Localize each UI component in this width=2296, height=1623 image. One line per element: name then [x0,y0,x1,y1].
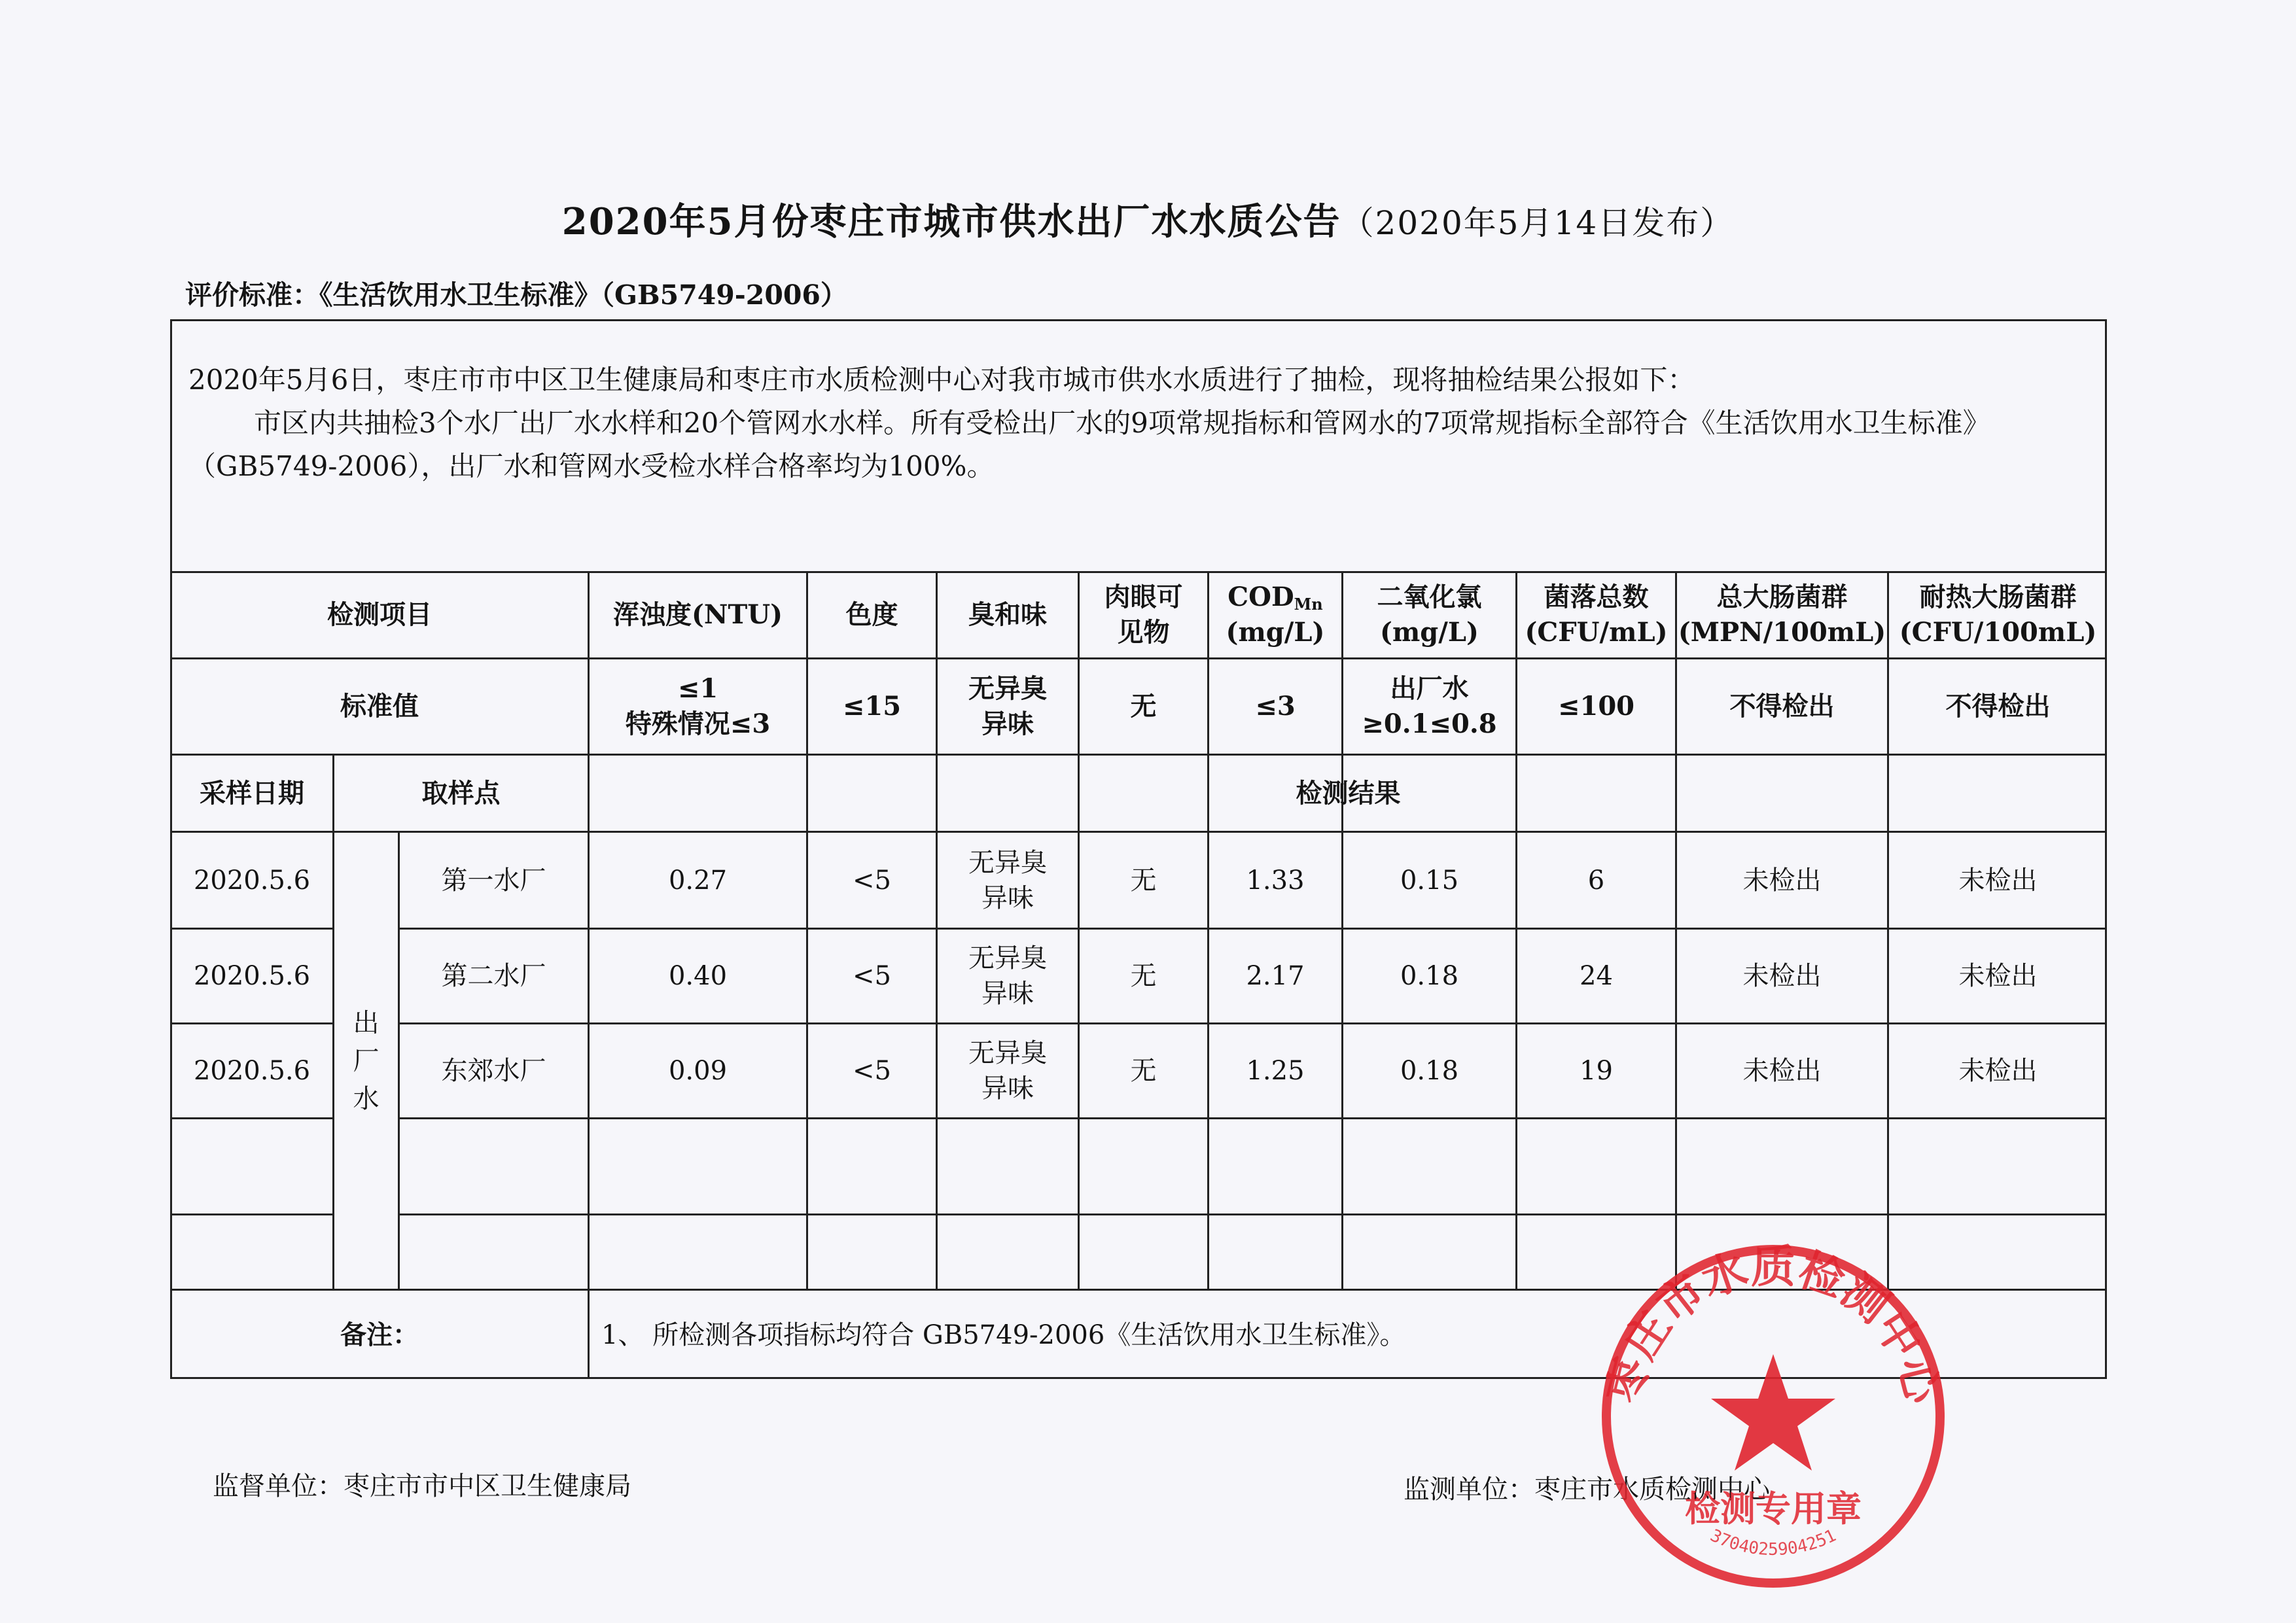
header-turbidity: 浑浊度(NTU) [612,599,783,630]
evaluation-standard: 评价标准：《生活饮用水卫生标准》（GB5749-2006） [185,279,847,311]
row1-odor [938,833,1078,928]
header-cod-unit: (mg/L) [1226,617,1325,648]
header-clo2-line1: 二氧化氯 [1377,582,1482,612]
standard-visible: 无 [1130,691,1157,722]
row3-colony: 19 [1580,1056,1613,1086]
standard-clo2 [1343,659,1515,754]
standard-cod: ≤3 [1255,691,1296,722]
header-cod-line1 [1227,580,1322,615]
title-release-date: （2020年5月14日发布） [1341,204,1735,242]
standard-clo2-line2: ≥0.1≤0.8 [1362,708,1497,739]
standard-odor [938,659,1078,754]
remark-label: 备注： [340,1319,419,1350]
group-label-char: 出 [353,1007,380,1038]
row1-color: <5 [853,865,891,896]
header-cod-main: COD [1227,581,1294,612]
header-colony-line1: 菌落总数 [1544,582,1649,612]
row2-visible: 无 [1130,961,1157,991]
header-odor: 臭和味 [968,599,1047,630]
row2-color: <5 [853,961,891,991]
group-label-char: 水 [353,1083,380,1114]
standard-coliform: 不得检出 [1729,691,1835,722]
standard-odor-line2: 异味 [981,708,1034,739]
table-line [398,1117,2107,1119]
row3-odor-line2: 异味 [981,1073,1034,1104]
header-cod [1209,572,1341,657]
header-clo2-line2: (mg/L) [1380,617,1479,648]
row3-odor-line1: 无异臭 [968,1038,1047,1068]
remark-text: 1、 所检测各项指标均符合 GB5749-2006《生活饮用水卫生标准》。 [601,1319,1406,1350]
monitor-unit: 监测单位：枣庄市水质检测中心 [1404,1475,1770,1505]
row1-colony: 6 [1587,865,1605,896]
page-title [0,193,2296,245]
header-cod-sub: Mn [1294,594,1323,614]
row3-thermo: 未检出 [1958,1056,2038,1086]
table-line [170,1117,332,1119]
row2-point: 第二水厂 [441,961,546,991]
standard-odor-line1: 无异臭 [968,673,1047,704]
seal-inner-text: 检测专用章 [1685,1488,1862,1529]
header-item-label: 检测项目 [327,599,432,630]
sample-point-label: 取样点 [421,777,501,809]
row1-odor-line2: 异味 [981,882,1034,913]
header-visible-line2: 见物 [1117,617,1170,648]
standard-label: 标准值 [340,691,419,722]
standard-color: ≤15 [842,691,902,722]
standard-turbidity-line2: 特殊情况≤3 [625,708,771,739]
row1-cod: 1.33 [1246,865,1305,896]
row1-turbidity: 0.27 [668,865,728,896]
standard-colony: ≤100 [1557,691,1634,722]
row3-turbidity: 0.09 [668,1056,728,1086]
official-seal [1597,1240,1950,1593]
row1-date: 2020.5.6 [193,865,311,896]
row3-point: 东郊水厂 [441,1056,546,1086]
row3-odor [938,1024,1078,1117]
row2-odor-line2: 异味 [981,979,1034,1009]
row2-thermo: 未检出 [1958,961,2038,991]
row2-colony: 24 [1580,961,1613,991]
header-thermo-line2: (CFU/100mL) [1899,617,2097,648]
row3-clo2: 0.18 [1400,1056,1459,1086]
row2-odor [938,930,1078,1022]
table-line [398,1213,2107,1215]
row2-coliform: 未检出 [1742,961,1822,991]
standard-turbidity [590,659,806,754]
row3-date: 2020.5.6 [193,1056,311,1086]
standard-clo2-line1: 出厂水 [1390,673,1469,704]
title-main: 2020年5月份枣庄市城市供水出厂水水质公告 [561,200,1341,243]
table-line [170,1213,332,1215]
intro-paragraph-2: 市区内共抽检3个水厂出厂水水样和20个管网水水样。所有受检出厂水的9项常规指标和管网水的7项常规指标全部符合《生活饮用水卫生标准》（GB5749-2006），出厂水和管网水受检水样合格率均为100%。 [188,407,1990,482]
header-thermo-coliform [1889,572,2107,657]
standard-thermo: 不得检出 [1945,691,2051,722]
header-colony-count [1517,572,1675,657]
row2-cod: 2.17 [1246,961,1305,991]
group-label-char: 厂 [353,1045,380,1076]
header-color: 色度 [845,599,898,630]
header-coliform-line1: 总大肠菌群 [1716,582,1848,612]
header-colony-line2: (CFU/mL) [1525,617,1668,648]
row1-visible: 无 [1130,865,1157,896]
seal-code: 3704025904251 [1707,1526,1839,1560]
row1-thermo: 未检出 [1958,865,2038,896]
seal-star-icon [1711,1354,1835,1471]
row1-point: 第一水厂 [441,865,546,896]
row2-clo2: 0.18 [1400,961,1459,991]
header-total-coliform [1677,572,1887,657]
row3-coliform: 未检出 [1742,1056,1822,1086]
results-label: 检测结果 [1296,777,1401,809]
header-chlorine-dioxide [1343,572,1515,657]
row1-clo2: 0.15 [1400,865,1459,896]
row3-visible: 无 [1130,1056,1157,1086]
header-thermo-line1: 耐热大肠菌群 [1919,582,2077,612]
row1-odor-line1: 无异臭 [968,847,1047,878]
header-visible-line1: 肉眼可 [1104,582,1183,612]
intro-paragraph-1: 2020年5月6日，枣庄市市中区卫生健康局和枣庄市水质检测中心对我市城市供水水质进行了抽检，现将抽检结果公报如下： [188,364,1695,396]
header-visible-matter [1080,572,1207,657]
standard-turbidity-line1: ≤1 [677,673,718,704]
row2-turbidity: 0.40 [668,961,728,991]
row2-date: 2020.5.6 [193,961,311,991]
row3-color: <5 [853,1056,891,1086]
seal-ring-text: 枣庄市水质检测中心 [1597,1241,1949,1408]
row1-coliform: 未检出 [1742,865,1822,896]
header-coliform-line2: (MPN/100mL) [1678,617,1886,648]
supervisor-unit: 监督单位：枣庄市市中区卫生健康局 [213,1471,631,1501]
row3-cod: 1.25 [1246,1056,1305,1086]
sample-date-label: 采样日期 [200,777,304,809]
group-label-factory-water [334,833,398,1289]
intro-text [188,358,2093,488]
row2-odor-line1: 无异臭 [968,943,1047,973]
